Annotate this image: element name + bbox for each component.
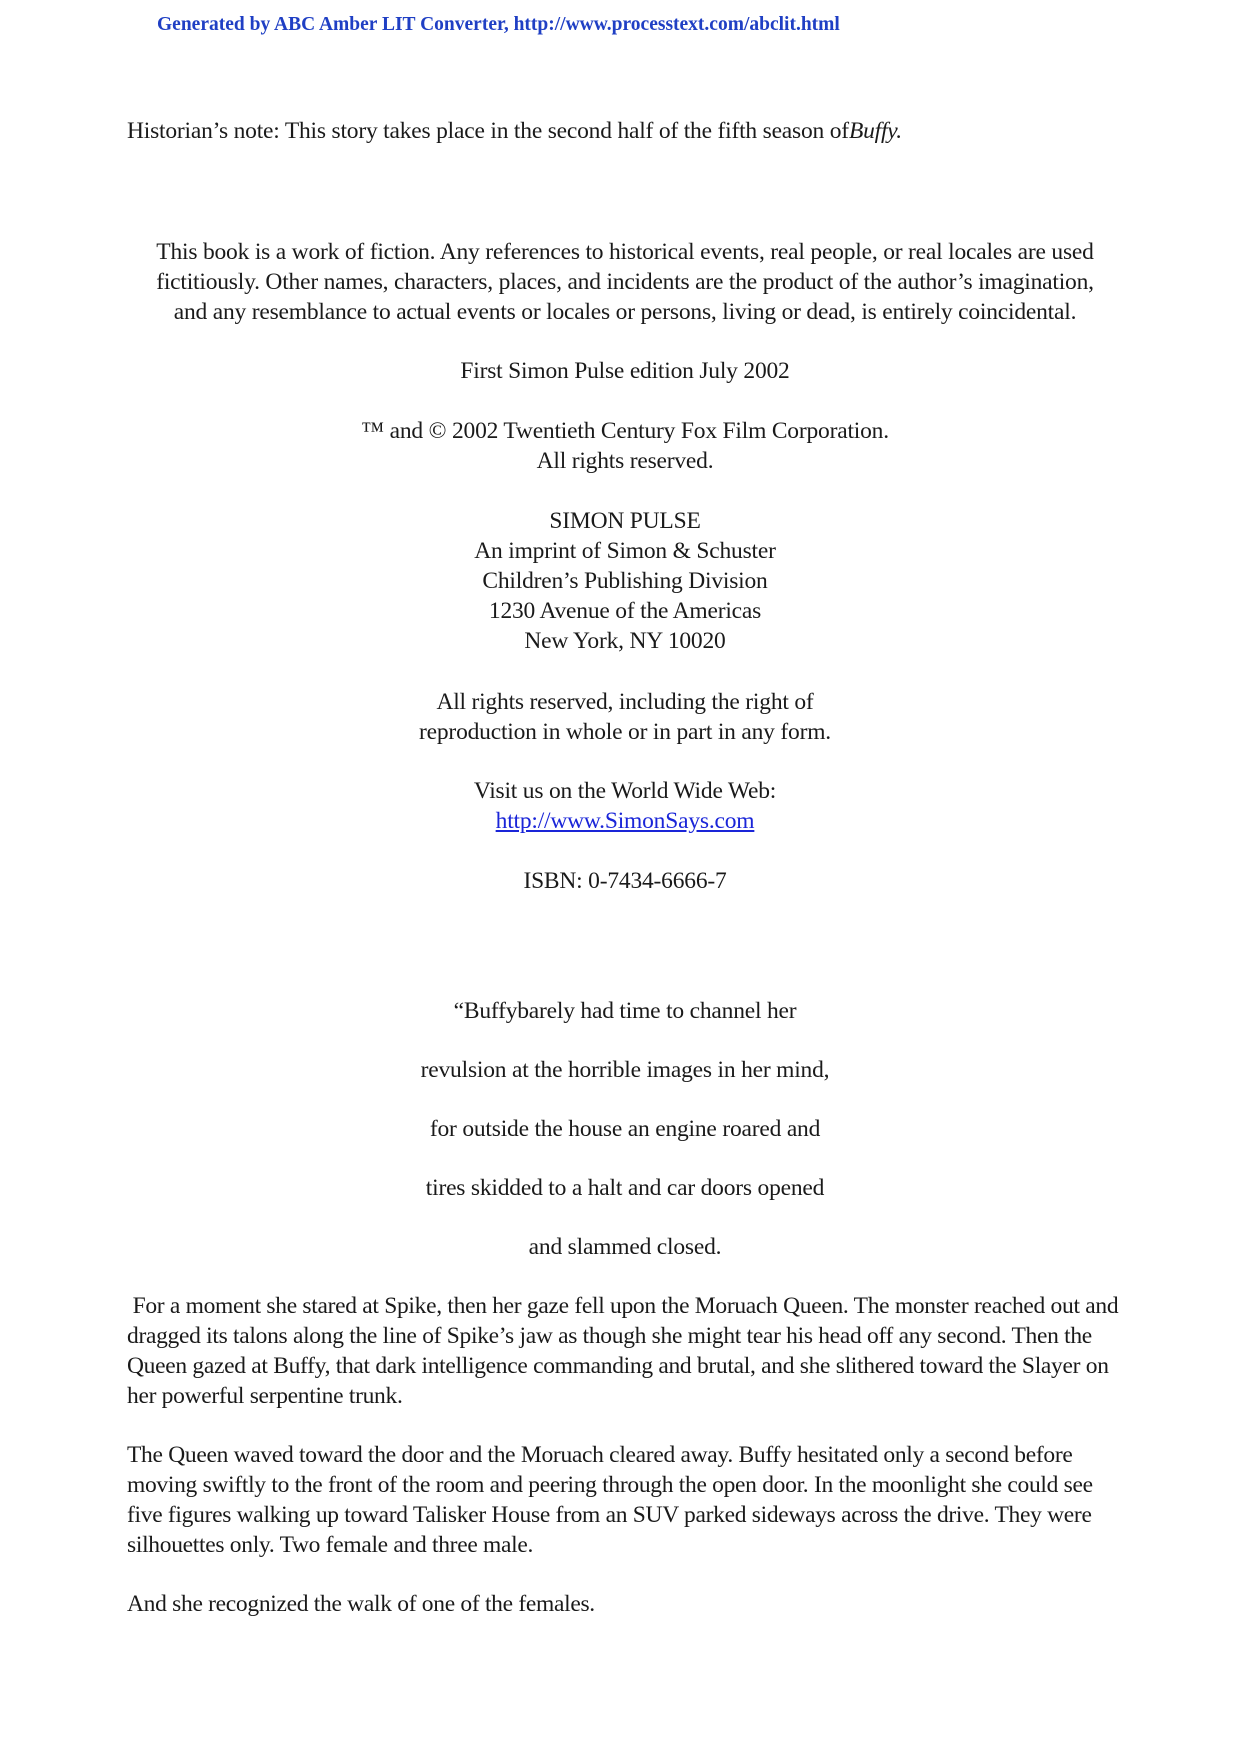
fiction-disclaimer [120,237,1130,327]
excerpt-paragraph: For a moment she stared at Spike, then her gaze fell upon the Moruach Queen. The monster reached out and dragged its talons along the line of Spike’s jaw as though she might tear his head off any second. Then the Queen gazed at Buffy, that dark intelligence commanding and brutal, and she slithered toward the Slayer on her powerful serpentine trunk. [127,1293,1124,1409]
publisher-address [120,506,1130,656]
publisher-city: New York, NY 10020 [524,628,726,654]
historian-note-title: Buffy. [848,118,902,144]
website-link[interactable]: http://www.SimonSays.com [495,808,755,834]
web-label: Visit us on the World Wide Web: [473,778,777,804]
publisher-street: 1230 Avenue of the Americas [488,598,762,624]
edition-line: First Simon Pulse edition July 2002 [460,358,790,384]
copyright-rights: All rights reserved. [536,448,714,474]
excerpt-line: “Buffybarely had time to channel her [453,998,797,1024]
copyright-line: ™ and © 2002 Twentieth Century Fox Film Corporation. [361,418,889,444]
excerpt-line: tires skidded to a halt and car doors opened [425,1175,825,1201]
excerpt-line: revulsion at the horrible images in her mind, [420,1057,830,1083]
rights-reserved [120,687,1130,747]
converter-header: Generated by ABC Amber LIT Converter, http://www.processtext.com/abclit.html [157,14,840,35]
web-info [120,776,1130,836]
disclaimer-line: fictitiously. Other names, characters, places, and incidents are the product of the author’s imagination, [156,269,1094,295]
rights-line: All rights reserved, including the right of [436,689,814,715]
disclaimer-line: This book is a work of fiction. Any references to historical events, real people, or real locales are used [156,239,1094,265]
publisher-division: Children’s Publishing Division [482,568,768,594]
rights-line: reproduction in whole or in part in any form. [419,719,831,745]
excerpt-paragraph: The Queen waved toward the door and the Moruach cleared away. Buffy hesitated only a second before moving swiftly to the front of the room and peering through the open door. In the moonlight she could see five figures walking up toward Talisker House from an SUV parked sideways across the drive. They were silhouettes only. Two female and three male. [127,1442,1093,1558]
disclaimer-line: and any resemblance to actual events or locales or persons, living or dead, is entirely coincidental. [173,299,1077,325]
excerpt-line: for outside the house an engine roared and [429,1116,821,1142]
publisher-name: SIMON PULSE [549,508,701,534]
isbn: ISBN: 0-7434-6666-7 [523,868,727,894]
historian-note-text: Historian’s note: This story takes place in the second half of the fifth season of [127,118,849,144]
publisher-imprint: An imprint of Simon & Schuster [474,538,776,564]
historian-note [127,118,902,145]
excerpt-paragraph: And she recognized the walk of one of the females. [127,1591,595,1617]
copyright-notice [120,416,1130,476]
excerpt-line: and slammed closed. [528,1234,722,1260]
web-link-wrapper [120,806,1130,836]
